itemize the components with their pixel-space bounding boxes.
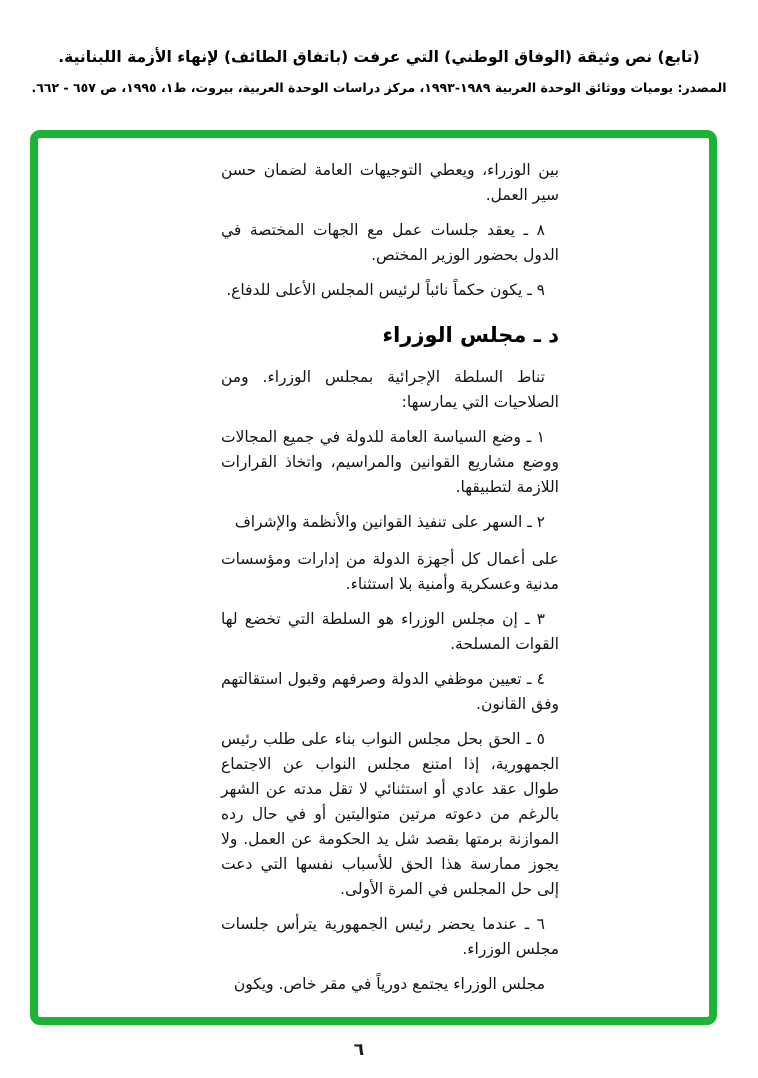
page-header [0,44,758,96]
document-paragraph: على أعمال كل أجهزة الدولة من إدارات ومؤسسات مدنية وعسكرية وأمنية بلا استثناء. [221,550,559,593]
document-source-line: المصدر: يوميات ووثائق الوحدة العربية ١٩٨٩-١٩٩٣، مركز دراسات الوحدة العربية، بيروت، ط١، ١٩٩٥، ص ٦٥٧ - ٦٦٢. [31,80,727,95]
document-paragraph: ٤ ـ تعيين موظفي الدولة وصرفهم وقبول استقالتهم وفق القانون. [221,670,559,713]
document-paragraph: بين الوزراء، ويعطي التوجيهات العامة لضمان حسن سير العمل. [221,161,559,204]
document-paragraph: ٥ ـ الحق بحل مجلس النواب بناء على طلب رئيس الجمهورية، إذا امتنع مجلس النواب عن الاجتماع طوال عقد عادي أو استثنائي لا تقل مدته عن الشهر بالرغم من دعوته مرتين متواليتين أو في حال رده الموازنة برمتها بقصد شل يد الحكومة عن العمل. ولا يجوز ممارسة هذا الحق للأسباب نفسها التي دعت إلى حل المجلس في المرة الأولى. [221,730,559,898]
document-paragraph: ٩ ـ يكون حكماً نائباً لرئيس المجلس الأعلى للدفاع. [226,281,545,299]
document-paragraph: ١ ـ وضع السياسة العامة للدولة في جميع المجالات ووضع مشاريع القوانين والمراسيم، واتخاذ القرارات اللازمة لتطبيقها. [221,428,559,496]
document-paragraph: ٨ ـ يعقد جلسات عمل مع الجهات المختصة في الدول بحضور الوزير المختص. [221,221,559,264]
document-paragraph: ٣ ـ إن مجلس الوزراء هو السلطة التي تخضع لها القوات المسلحة. [221,610,559,653]
document-paragraph: ٢ ـ السهر على تنفيذ القوانين والأنظمة والإشراف [234,513,545,531]
document-paragraph: تناط السلطة الإجرائية بمجلس الوزراء. ومن الصلاحيات التي يمارسها: [221,368,559,411]
section-heading: د ـ مجلس الوزراء [382,323,559,347]
document-paragraph: ٦ ـ عندما يحضر رئيس الجمهورية يترأس جلسات مجلس الوزراء. [221,915,559,958]
document-text-column [221,158,559,997]
document-paragraph: مجلس الوزراء يجتمع دورياً في مقر خاص. ويكون [233,975,545,993]
document-frame [30,130,717,1025]
document-title-line: (تابع) نص وثيقة (الوفاق الوطني) التي عرفت (باتفاق الطائف) لإنهاء الأزمة اللبنانية. [58,48,700,66]
page-number: ٦ [353,1040,365,1060]
